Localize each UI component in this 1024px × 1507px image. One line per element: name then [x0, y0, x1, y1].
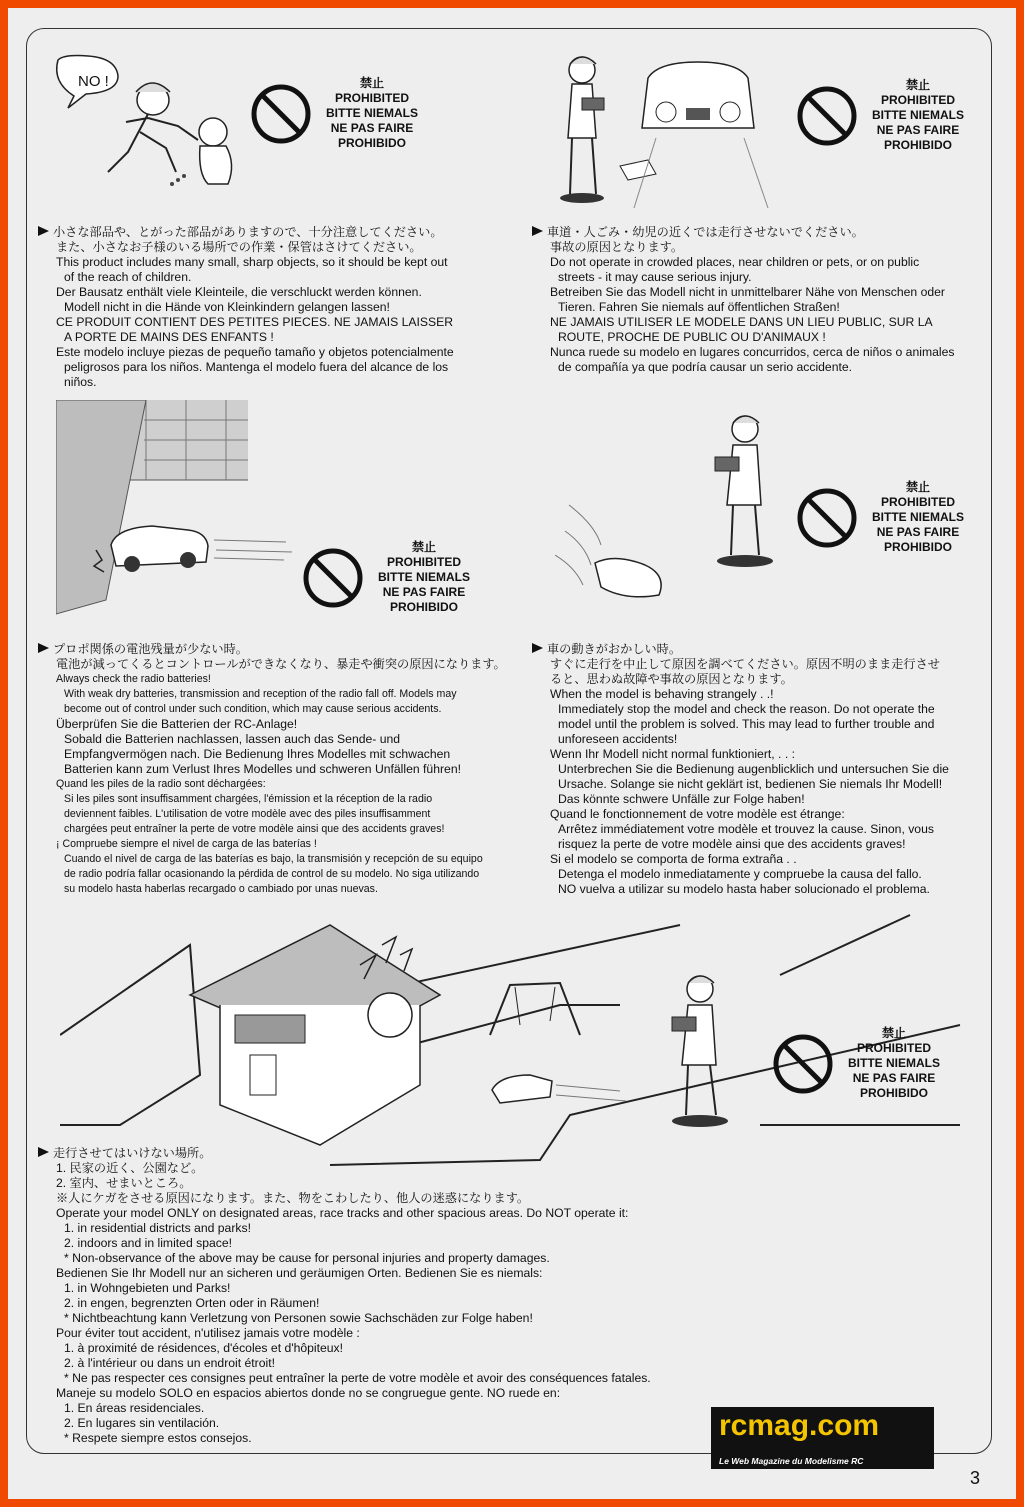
- batteries-line: deviennent faibles. L'utilisation de votre modèle avec des piles insuffisamment: [64, 808, 431, 820]
- small-parts-line: Modell nicht in die Hände von Kleinkindern gelangen lassen!: [64, 300, 390, 314]
- strange-line: Wenn Ihr Modell nicht normal funktioniert, . . :: [550, 747, 795, 761]
- prohibited-icon: [772, 1033, 834, 1095]
- small-parts-line: A PORTE DE MAINS DES ENFANTS !: [64, 330, 274, 344]
- places-line: 1. in Wohngebieten und Parks!: [64, 1281, 231, 1295]
- prohibited-en: PROHIBITED: [334, 91, 409, 105]
- prohibited-jp: 禁止: [411, 540, 436, 554]
- prohibited-sign-2: [796, 78, 964, 153]
- batteries-line: Empfangvermögen nach. Die Bedienung Ihres Modelles mit schwachen: [64, 747, 451, 761]
- places-line: Pour éviter tout accident, n'utilisez jamais votre modèle :: [56, 1326, 360, 1340]
- batteries-line: Always check the radio batteries!: [56, 673, 211, 685]
- logo-tagline: Le Web Magazine du Modelisme RC: [719, 1456, 864, 1466]
- small-parts-line: peligrosos para los niños. Mantenga el modelo fuera del alcance de los: [64, 360, 449, 374]
- batteries-line: ¡ Compruebe siempre el nivel de carga de las baterías !: [56, 838, 317, 850]
- section-crowds: [532, 225, 972, 375]
- prohibited-es: PROHIBIDO: [337, 136, 406, 150]
- small-parts-line: また、小さなお子様のいる場所での作業・保管はさけてください。: [56, 240, 422, 254]
- batteries-line: Cuando el nivel de carga de las baterías es bajo, la transmisión y recepción de su equipo: [64, 853, 483, 865]
- prohibited-jp: 禁止: [359, 76, 384, 90]
- strange-line: Quand le fonctionnement de votre modèle est étrange:: [550, 807, 845, 821]
- speech-no: NO !: [78, 73, 109, 90]
- prohibited-es: PROHIBIDO: [859, 1086, 928, 1100]
- places-line: 2. in engen, begrenzten Orten oder in Räumen!: [64, 1296, 320, 1310]
- prohibited-en: PROHIBITED: [386, 555, 461, 569]
- crowds-line: Nunca ruede su modelo en lugares concurridos, cerca de niños o animales: [550, 345, 955, 359]
- prohibited-jp: 禁止: [905, 78, 930, 92]
- logo-text: rcmag.com: [719, 1409, 880, 1442]
- strange-line: Ursache. Solange sie nicht geklärt ist, bedienen Sie niemals Ihr Modell!: [558, 777, 943, 791]
- places-line: Maneje su modelo SOLO en espacios abiertos donde no se congruegue gente. NO ruede en:: [56, 1386, 561, 1400]
- prohibited-icon: [302, 547, 364, 609]
- crowds-line: de compañía ya que podría causar un serio accidente.: [558, 360, 853, 374]
- prohibited-fr: NE PAS FAIRE: [876, 525, 960, 539]
- small-parts-line: niños.: [64, 375, 97, 389]
- batteries-line: de radio podría fallar ocasionando la pérdida de control de su modelo. No siga utilizando: [64, 868, 480, 880]
- prohibited-icon: [796, 487, 858, 549]
- section-strange-behaviour: [532, 642, 972, 897]
- batteries-line: 電池が減ってくるとコントロールができなくなり、暴走や衝突の原因になります。: [56, 657, 506, 671]
- crowds-line: ROUTE, PROCHE DE PUBLIC OU D'ANIMAUX !: [558, 330, 826, 344]
- section-batteries: [38, 642, 508, 897]
- places-line: 走行させてはいけない場所。: [53, 1146, 212, 1160]
- batteries-line: su modelo hasta haberlas recargado o cambiado por unas nuevas.: [64, 883, 378, 895]
- prohibited-fr: NE PAS FAIRE: [382, 585, 466, 599]
- crowds-line: Betreiben Sie das Modell nicht in unmittelbarer Nähe von Menschen oder: [550, 285, 945, 299]
- places-line: 2. à l'intérieur ou dans un endroit étroit!: [64, 1356, 275, 1370]
- places-line: 1. En áreas residenciales.: [64, 1401, 205, 1415]
- car-crash-wall-illustration: [56, 400, 306, 615]
- boy-spinning-car-illustration: [555, 405, 785, 630]
- prohibited-es: PROHIBIDO: [883, 138, 952, 152]
- prohibited-en: PROHIBITED: [856, 1041, 931, 1055]
- prohibited-de: BITTE NIEMALS: [326, 106, 418, 120]
- crowds-line: Do not operate in crowded places, near children or pets, or on public: [550, 255, 920, 269]
- small-parts-line: Der Bausatz enthält viele Kleinteile, die verschluckt werden können.: [56, 285, 422, 299]
- arrow-icon: [38, 643, 49, 653]
- places-line: * Ne pas respecter ces consignes peut entraîner la perte de votre modèle et avoir des conséquences fatales.: [64, 1371, 651, 1385]
- page-number: 3: [969, 1468, 980, 1488]
- arrow-icon: [38, 226, 49, 236]
- prohibited-de: BITTE NIEMALS: [848, 1056, 940, 1070]
- batteries-line: Sobald die Batterien nachlassen, lassen auch das Sende- und: [64, 732, 401, 746]
- prohibited-fr: NE PAS FAIRE: [852, 1071, 936, 1085]
- small-parts-line: of the reach of children.: [64, 270, 192, 284]
- places-line: * Nichtbeachtung kann Verletzung von Personen sowie Sachschäden zur Folge haben!: [64, 1311, 533, 1325]
- prohibited-de: BITTE NIEMALS: [378, 570, 470, 584]
- arrow-icon: [532, 226, 543, 236]
- strange-line: When the model is behaving strangely . .!: [550, 687, 774, 701]
- prohibited-es: PROHIBIDO: [389, 600, 458, 614]
- prohibited-es: PROHIBIDO: [883, 540, 952, 554]
- places-line: * Non-observance of the above may be cause for personal injuries and property damages.: [64, 1251, 550, 1265]
- batteries-line: Quand les piles de la radio sont déchargées:: [56, 778, 266, 790]
- prohibited-en: PROHIBITED: [880, 495, 955, 509]
- prohibited-sign-1: [250, 76, 418, 151]
- prohibited-jp: 禁止: [905, 480, 930, 494]
- places-line: 1. à proximité de résidences, d'écoles et d'hôpiteux!: [64, 1341, 344, 1355]
- prohibited-icon: [796, 85, 858, 147]
- places-line: Bedienen Sie Ihr Modell nur an sicheren und geräumigen Orten. Bedienen Sie es niemals:: [56, 1266, 543, 1280]
- strange-line: Immediately stop the model and check the reason. Do not operate the: [558, 702, 935, 716]
- small-parts-line: Este modelo incluye piezas de pequeño tamaño y objetos potencialmente: [56, 345, 454, 359]
- strange-line: NO vuelva a utilizar su modelo hasta haber solucionado el problema.: [558, 882, 930, 896]
- prohibited-sign-5: [772, 1026, 940, 1101]
- batteries-line: become out of control under such condition, which may cause serious accidents.: [64, 703, 442, 715]
- small-parts-line: This product includes many small, sharp objects, so it should be kept out: [56, 255, 448, 269]
- prohibited-fr: NE PAS FAIRE: [330, 121, 414, 135]
- strange-line: Si el modelo se comporta de forma extraña . .: [550, 852, 797, 866]
- arrow-icon: [532, 643, 543, 653]
- batteries-line: Batterien kann zum Verlust Ihres Modelles und schweren Unfällen führen!: [64, 762, 461, 776]
- crowds-line: NE JAMAIS UTILISER LE MODELE DANS UN LIEU PUBLIC, SUR LA: [550, 315, 933, 329]
- boy-street-car-illustration: [548, 48, 788, 208]
- places-line: 2. En lugares sin ventilación.: [64, 1416, 220, 1430]
- prohibited-jp: 禁止: [881, 1026, 906, 1040]
- places-line: 2. 室内、せまいところ。: [56, 1176, 192, 1190]
- strange-line: すぐに走行を中止して原因を調べてください。原因不明のまま走行させ: [550, 657, 940, 671]
- section-small-parts: [38, 225, 498, 390]
- small-parts-line: 小さな部品や、とがった部品がありますので、十分注意してください。: [53, 225, 443, 239]
- crowds-line: streets - it may cause serious injury.: [558, 270, 752, 284]
- strange-line: Arrêtez immédiatement votre modèle et trouvez la cause. Sinon, vous: [558, 822, 934, 836]
- child-small-parts-illustration: [48, 52, 248, 202]
- places-line: Operate your model ONLY on designated areas, race tracks and other spacious areas. Do NOT operate it:: [56, 1206, 629, 1220]
- section-places: [38, 1146, 738, 1446]
- prohibited-icon: [250, 83, 312, 145]
- arrow-icon: [38, 1147, 49, 1157]
- prohibited-en: PROHIBITED: [880, 93, 955, 107]
- places-line: * Respete siempre estos consejos.: [64, 1431, 252, 1445]
- strange-line: ると、思わぬ故障や事故の原因となります。: [550, 672, 793, 686]
- batteries-line: Überprüfen Sie die Batterien der RC-Anlage!: [56, 717, 298, 731]
- rcmag-logo: [711, 1407, 934, 1469]
- strange-line: Das könnte schwere Unfälle zur Folge haben!: [558, 792, 805, 806]
- batteries-line: Si les piles sont insuffisamment chargées, l'émission et la réception de la radio: [64, 793, 433, 805]
- places-line: 1. in residential districts and parks!: [64, 1221, 251, 1235]
- strange-line: unforeseen accidents!: [558, 732, 678, 746]
- strange-line: Detenga el modelo inmediatamente y compruebe la causa del fallo.: [558, 867, 922, 881]
- strange-line: risquez la perte de votre modèle ainsi que des accidents graves!: [558, 837, 906, 851]
- prohibited-fr: NE PAS FAIRE: [876, 123, 960, 137]
- crowds-line: 事故の原因となります。: [550, 240, 684, 254]
- prohibited-sign-4: [796, 480, 964, 555]
- small-parts-line: CE PRODUIT CONTIENT DES PETITES PIECES. NE JAMAIS LAISSER: [56, 315, 454, 329]
- strange-line: 車の動きがおかしい時。: [547, 642, 682, 656]
- places-line: 2. indoors and in limited space!: [64, 1236, 233, 1250]
- prohibited-de: BITTE NIEMALS: [872, 510, 964, 524]
- strange-line: model until the problem is solved. This may lead to further trouble and: [558, 717, 935, 731]
- batteries-line: chargées peut entraîner la perte de votre modèle ainsi que des accidents graves!: [64, 823, 445, 835]
- batteries-line: プロポ関係の電池残量が少ない時。: [53, 642, 248, 656]
- places-line: ※人にケガをさせる原因になります。また、物をこわしたり、他人の迷惑になります。: [56, 1191, 530, 1205]
- prohibited-sign-3: [302, 540, 470, 615]
- crowds-line: Tieren. Fahren Sie niemals auf öffentlichen Straßen!: [558, 300, 840, 314]
- prohibited-de: BITTE NIEMALS: [872, 108, 964, 122]
- strange-line: Unterbrechen Sie die Bedienung augenblicklich und untersuchen Sie die: [558, 762, 949, 776]
- places-line: 1. 民家の近く、公園など。: [56, 1161, 204, 1175]
- crowds-line: 車道・人ごみ・幼児の近くでは走行させないでください。: [547, 225, 864, 239]
- batteries-line: With weak dry batteries, transmission and reception of the radio fall off. Models may: [64, 688, 457, 700]
